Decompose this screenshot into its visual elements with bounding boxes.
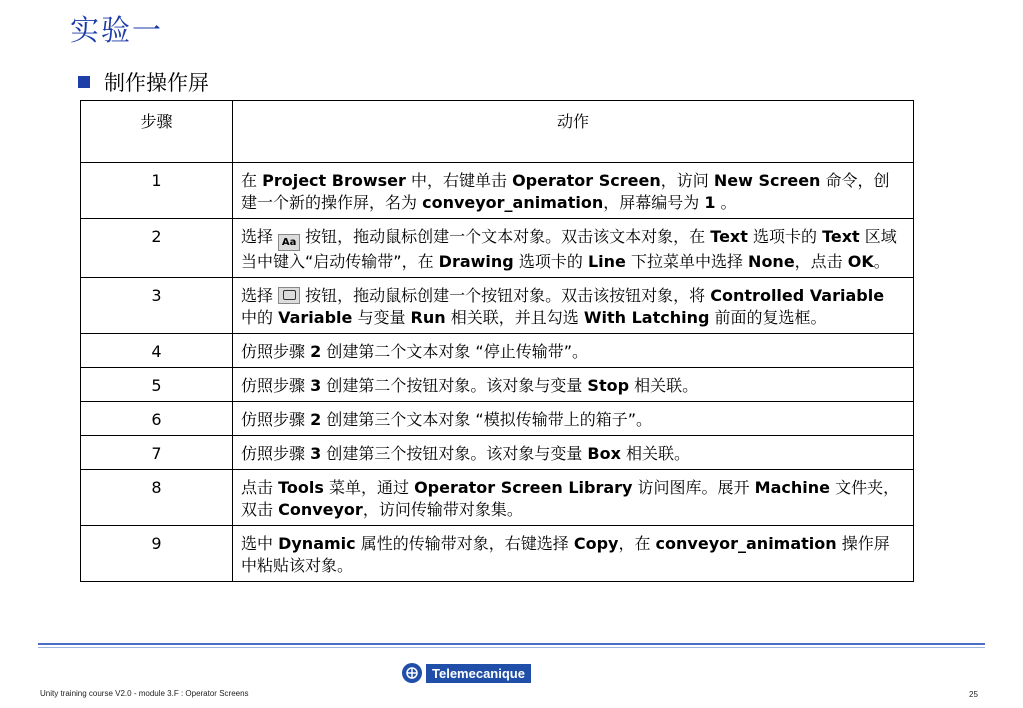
footer-divider (38, 643, 985, 645)
action-text: 选择 (241, 227, 279, 246)
action-keyword: With Latching (583, 308, 710, 327)
action-keyword: 1 (704, 193, 716, 212)
step-number: 1 (81, 163, 233, 219)
step-number: 7 (81, 436, 233, 470)
step-number: 2 (81, 219, 233, 278)
action-keyword: Controlled Variable (710, 286, 885, 305)
action-keyword: 3 (310, 376, 322, 395)
action-text: ，访问 (660, 171, 714, 190)
action-text: 下拉菜单中选择 (625, 252, 749, 271)
action-text: ，在 (618, 534, 656, 553)
step-action (233, 163, 914, 219)
footer-divider-thin (38, 647, 985, 648)
slide-subtitle: 制作操作屏 (104, 71, 209, 95)
action-keyword: Copy (573, 534, 619, 553)
action-text: 文件夹，双击 (241, 478, 900, 519)
action-keyword: conveyor_animation (655, 534, 837, 553)
action-keyword: 3 (310, 444, 322, 463)
step-action (233, 219, 914, 278)
action-text: 操作屏中粘贴该对象。 (241, 534, 890, 575)
action-keyword: Project Browser (262, 171, 406, 190)
action-text: 菜单，通过 (323, 478, 415, 497)
footer-page-number: 25 (969, 690, 978, 699)
action-text: 访问图库。展开 (632, 478, 755, 497)
action-text: 命令，创建一个新的操作屏，名为 (241, 171, 890, 212)
header-step: 步骤 (81, 101, 233, 163)
action-text: ，点击 (794, 252, 848, 271)
action-text: 中，右键单击 (405, 171, 513, 190)
action-text: 区域当中键入“启动传输带”，在 (241, 227, 897, 271)
action-keyword: Run (410, 308, 446, 327)
action-text: 前面的复选框。 (709, 308, 827, 327)
button-tool-icon (278, 287, 300, 304)
step-action (233, 526, 914, 582)
telemecanique-logo (402, 663, 531, 683)
action-keyword: Stop (587, 376, 630, 395)
step-action (233, 402, 914, 436)
header-action: 动作 (233, 101, 914, 163)
action-text: 在 (241, 171, 263, 190)
step-action (233, 334, 914, 368)
action-text: 选择 (241, 286, 279, 305)
action-keyword: conveyor_animation (422, 193, 604, 212)
action-keyword: Text (710, 227, 748, 246)
action-keyword: Tools (278, 478, 324, 497)
slide-title: 实验一 (70, 13, 164, 47)
action-text: 仿照步骤 (241, 376, 311, 395)
action-text: 。 (873, 252, 890, 271)
action-text: 仿照步骤 (241, 342, 311, 361)
table-row (81, 470, 914, 526)
logo-mark-icon (402, 663, 422, 683)
step-number: 3 (81, 278, 233, 334)
step-number: 9 (81, 526, 233, 582)
action-keyword: Box (587, 444, 621, 463)
table-row (81, 334, 914, 368)
action-keyword: Conveyor (278, 500, 363, 519)
action-text: 。 (715, 193, 737, 212)
action-text: 选项卡的 (747, 227, 823, 246)
action-keyword: Operator Screen (512, 171, 661, 190)
action-text: 属性的传输带对象，右键选择 (355, 534, 574, 553)
table-row (81, 163, 914, 219)
action-keyword: Text (822, 227, 860, 246)
action-text: 按钮，拖动鼠标创建一个按钮对象。双击该按钮对象，将 (300, 286, 711, 305)
action-text: 选项卡的 (513, 252, 588, 271)
step-action (233, 436, 914, 470)
action-text: 仿照步骤 (241, 444, 311, 463)
slide-subtitle-row (78, 67, 209, 97)
action-text: 仿照步骤 (241, 410, 311, 429)
action-text: 相关联。 (629, 376, 699, 395)
table-row (81, 219, 914, 278)
table-row (81, 436, 914, 470)
action-keyword: Operator Screen Library (414, 478, 633, 497)
text-tool-icon: Aa (278, 234, 300, 251)
action-text: 创建第二个文本对象 “停止传输带”。 (321, 342, 588, 361)
action-keyword: None (748, 252, 795, 271)
step-action (233, 368, 914, 402)
action-text: 创建第二个按钮对象。该对象与变量 (321, 376, 588, 395)
action-text: 中的 (241, 308, 279, 327)
action-text: ，访问传输带对象集。 (362, 500, 523, 519)
logo-text: Telemecanique (426, 664, 531, 683)
action-text: 相关联，并且勾选 (445, 308, 584, 327)
step-action (233, 278, 914, 334)
step-number: 5 (81, 368, 233, 402)
footer-course: Unity training course V2.0 - module 3.F : Operator Screens (40, 689, 249, 698)
table-row (81, 526, 914, 582)
bullet-square-icon (78, 76, 90, 88)
table-header-row (81, 101, 914, 163)
step-number: 6 (81, 402, 233, 436)
action-keyword: Drawing (438, 252, 514, 271)
steps-table (80, 100, 914, 582)
action-keyword: 2 (310, 410, 322, 429)
steps-body (81, 163, 914, 582)
action-keyword: Machine (754, 478, 830, 497)
step-number: 8 (81, 470, 233, 526)
table-row (81, 278, 914, 334)
action-text: 创建第三个按钮对象。该对象与变量 (321, 444, 588, 463)
table-row (81, 402, 914, 436)
step-number: 4 (81, 334, 233, 368)
action-text: ，屏幕编号为 (603, 193, 705, 212)
step-action (233, 470, 914, 526)
action-text: 点击 (241, 478, 279, 497)
action-keyword: Dynamic (278, 534, 356, 553)
action-text: 创建第三个文本对象 “模拟传输带上的箱子”。 (321, 410, 652, 429)
table-row (81, 368, 914, 402)
action-keyword: 2 (310, 342, 322, 361)
action-keyword: New Screen (713, 171, 821, 190)
action-keyword: Line (587, 252, 626, 271)
action-text: 选中 (241, 534, 279, 553)
action-keyword: Variable (278, 308, 353, 327)
action-keyword: OK (847, 252, 874, 271)
action-text: 相关联。 (620, 444, 691, 463)
action-text: 与变量 (352, 308, 411, 327)
action-text: 按钮，拖动鼠标创建一个文本对象。双击该文本对象，在 (300, 227, 711, 246)
